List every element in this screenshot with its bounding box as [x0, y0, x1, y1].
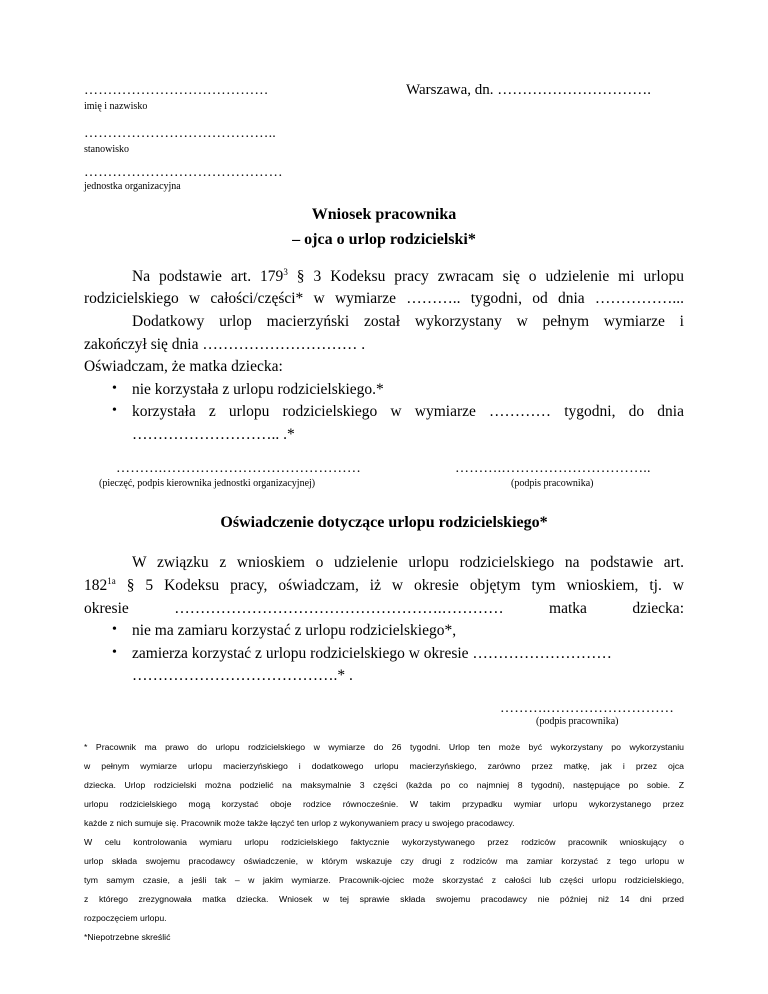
request-line-1: Na podstawie art. $179^3$ § 3 Kodeksu pracy zwracam się o udzielenie mi urlopu — [132, 266, 684, 285]
statement-line-3[interactable]: okresie …………………………………………….………… matka dziecka: — [84, 600, 684, 617]
footnote-line: rozpoczęciem urlopu. — [84, 913, 167, 923]
employee-signature-label: (podpis pracownika) — [511, 478, 594, 489]
footnote-line: w pełnym wymiarze urlopu macierzyńskiego i dodatkowego urlopu macierzyńskiego, zarówno przez matkę, jak i przez ojca — [84, 761, 684, 771]
footnote-line: tym samym czasie, a jeśli tak – w jakim wymiarze. Pracownik-ojciec może skorzystać z całości lub części urlopu rodzicielskiego, — [84, 875, 684, 885]
footnote — [84, 738, 684, 947]
footnote-line: z którego zrezygnowała matka dziecka. Wniosek w tej sprawie składa swojemu pracodawcy nie później niż 14 dni przed — [84, 894, 684, 904]
footnote-line: urlop składa swojemu pracodawcy oświadczenie, w którym wskazuje czy drugi z rodziców ma zamiar korzystać z tego urlopu w — [84, 856, 684, 866]
footnote-line: W celu kontrolowania wymiaru urlopu rodzicielskiego faktycznie wykorzystywanego przez rodziców pracownik wnioskujący o — [84, 837, 684, 847]
request-title-line2: – ojca o urlop rodzicielski* — [292, 231, 476, 248]
manager-signature-dots[interactable]: ……….…………………………………… — [116, 461, 362, 476]
request-bullet-2-cont[interactable]: ……………………….. .* — [132, 426, 295, 443]
statement-bullet-2-cont[interactable]: ………………………………….* . — [132, 667, 353, 684]
footnote-line: urlopu rodzicielskiego mogą korzystać oboje rodzice równocześnie. W takim przypadku wymiar urlopu wykorzystanego przez — [84, 799, 684, 809]
request-line-5: Oświadczam, że matka dziecka: — [84, 358, 283, 375]
footnote-line: każde z nich sumuje się. Pracownik może także łączyć ten urlop z wykonywaniem pracy u swojego pracodawcy. — [84, 818, 515, 828]
footnote-unnecessary-note: *Niepotrzebne skreślić — [84, 932, 171, 942]
name-label: imię i nazwisko — [84, 101, 148, 112]
statement-bullet-2[interactable]: • zamierza korzystać z urlopu rodzicielskiego w okresie ……………………… — [132, 645, 684, 663]
request-line-4[interactable]: zakończył się dnia ………………………… . — [84, 336, 366, 353]
unit-dots[interactable]: …………………………………… — [84, 165, 283, 180]
statement-line-1: W związku z wnioskiem o udzielenie urlopu rodzicielskiego na podstawie art. — [132, 554, 684, 571]
footnote-line: dziecka. Urlop rodzicielski można podzielić na maksymalnie 3 części (każda po co najmniej 8 tygodni), następujące po sobie. Z — [84, 780, 684, 790]
request-line-2[interactable]: rodzicielskiego w całości/części* w wymiarze ……….. tygodni, od dnia ……………... — [84, 290, 684, 307]
name-dots[interactable]: ………………………………… — [84, 83, 269, 98]
employee-signature-dots[interactable]: ……….………………………….. — [455, 461, 651, 476]
employee-signature-2-label: (podpis pracownika) — [536, 716, 619, 727]
statement-line-2: $182^{1a}$ § 5 Kodeksu pracy, oświadczam, iż w okresie objętym tym wnioskiem, tj. w — [84, 575, 684, 594]
position-label: stanowisko — [84, 144, 129, 155]
employee-signature-2-dots[interactable]: ……….……………………… — [500, 701, 675, 716]
manager-signature-label: (pieczęć, podpis kierownika jednostki organizacyjnej) — [99, 478, 316, 489]
position-dots[interactable]: ………………………………….. — [84, 126, 276, 141]
statement-title: Oświadczenie dotyczące urlopu rodzicielskiego* — [220, 514, 548, 531]
place-date[interactable]: Warszawa, dn. …………………………. — [406, 82, 652, 98]
request-line-3: Dodatkowy urlop macierzyński został wykorzystany w pełnym wymiarze i — [132, 313, 684, 330]
unit-label: jednostka organizacyjna — [84, 181, 181, 192]
request-bullet-1[interactable]: • nie korzystała z urlopu rodzicielskiego.* — [132, 381, 684, 399]
request-title-line1: Wniosek pracownika — [311, 206, 457, 223]
statement-bullet-1[interactable]: • nie ma zamiaru korzystać z urlopu rodzicielskiego*, — [132, 622, 684, 640]
request-bullet-2[interactable]: • korzystała z urlopu rodzicielskiego w wymiarze ………… tygodni, do dnia — [132, 403, 684, 421]
footnote-line: * Pracownik ma prawo do urlopu rodzicielskiego w wymiarze do 26 tygodni. Urlop ten może być wykorzystany po wykorzystaniu — [84, 742, 684, 752]
